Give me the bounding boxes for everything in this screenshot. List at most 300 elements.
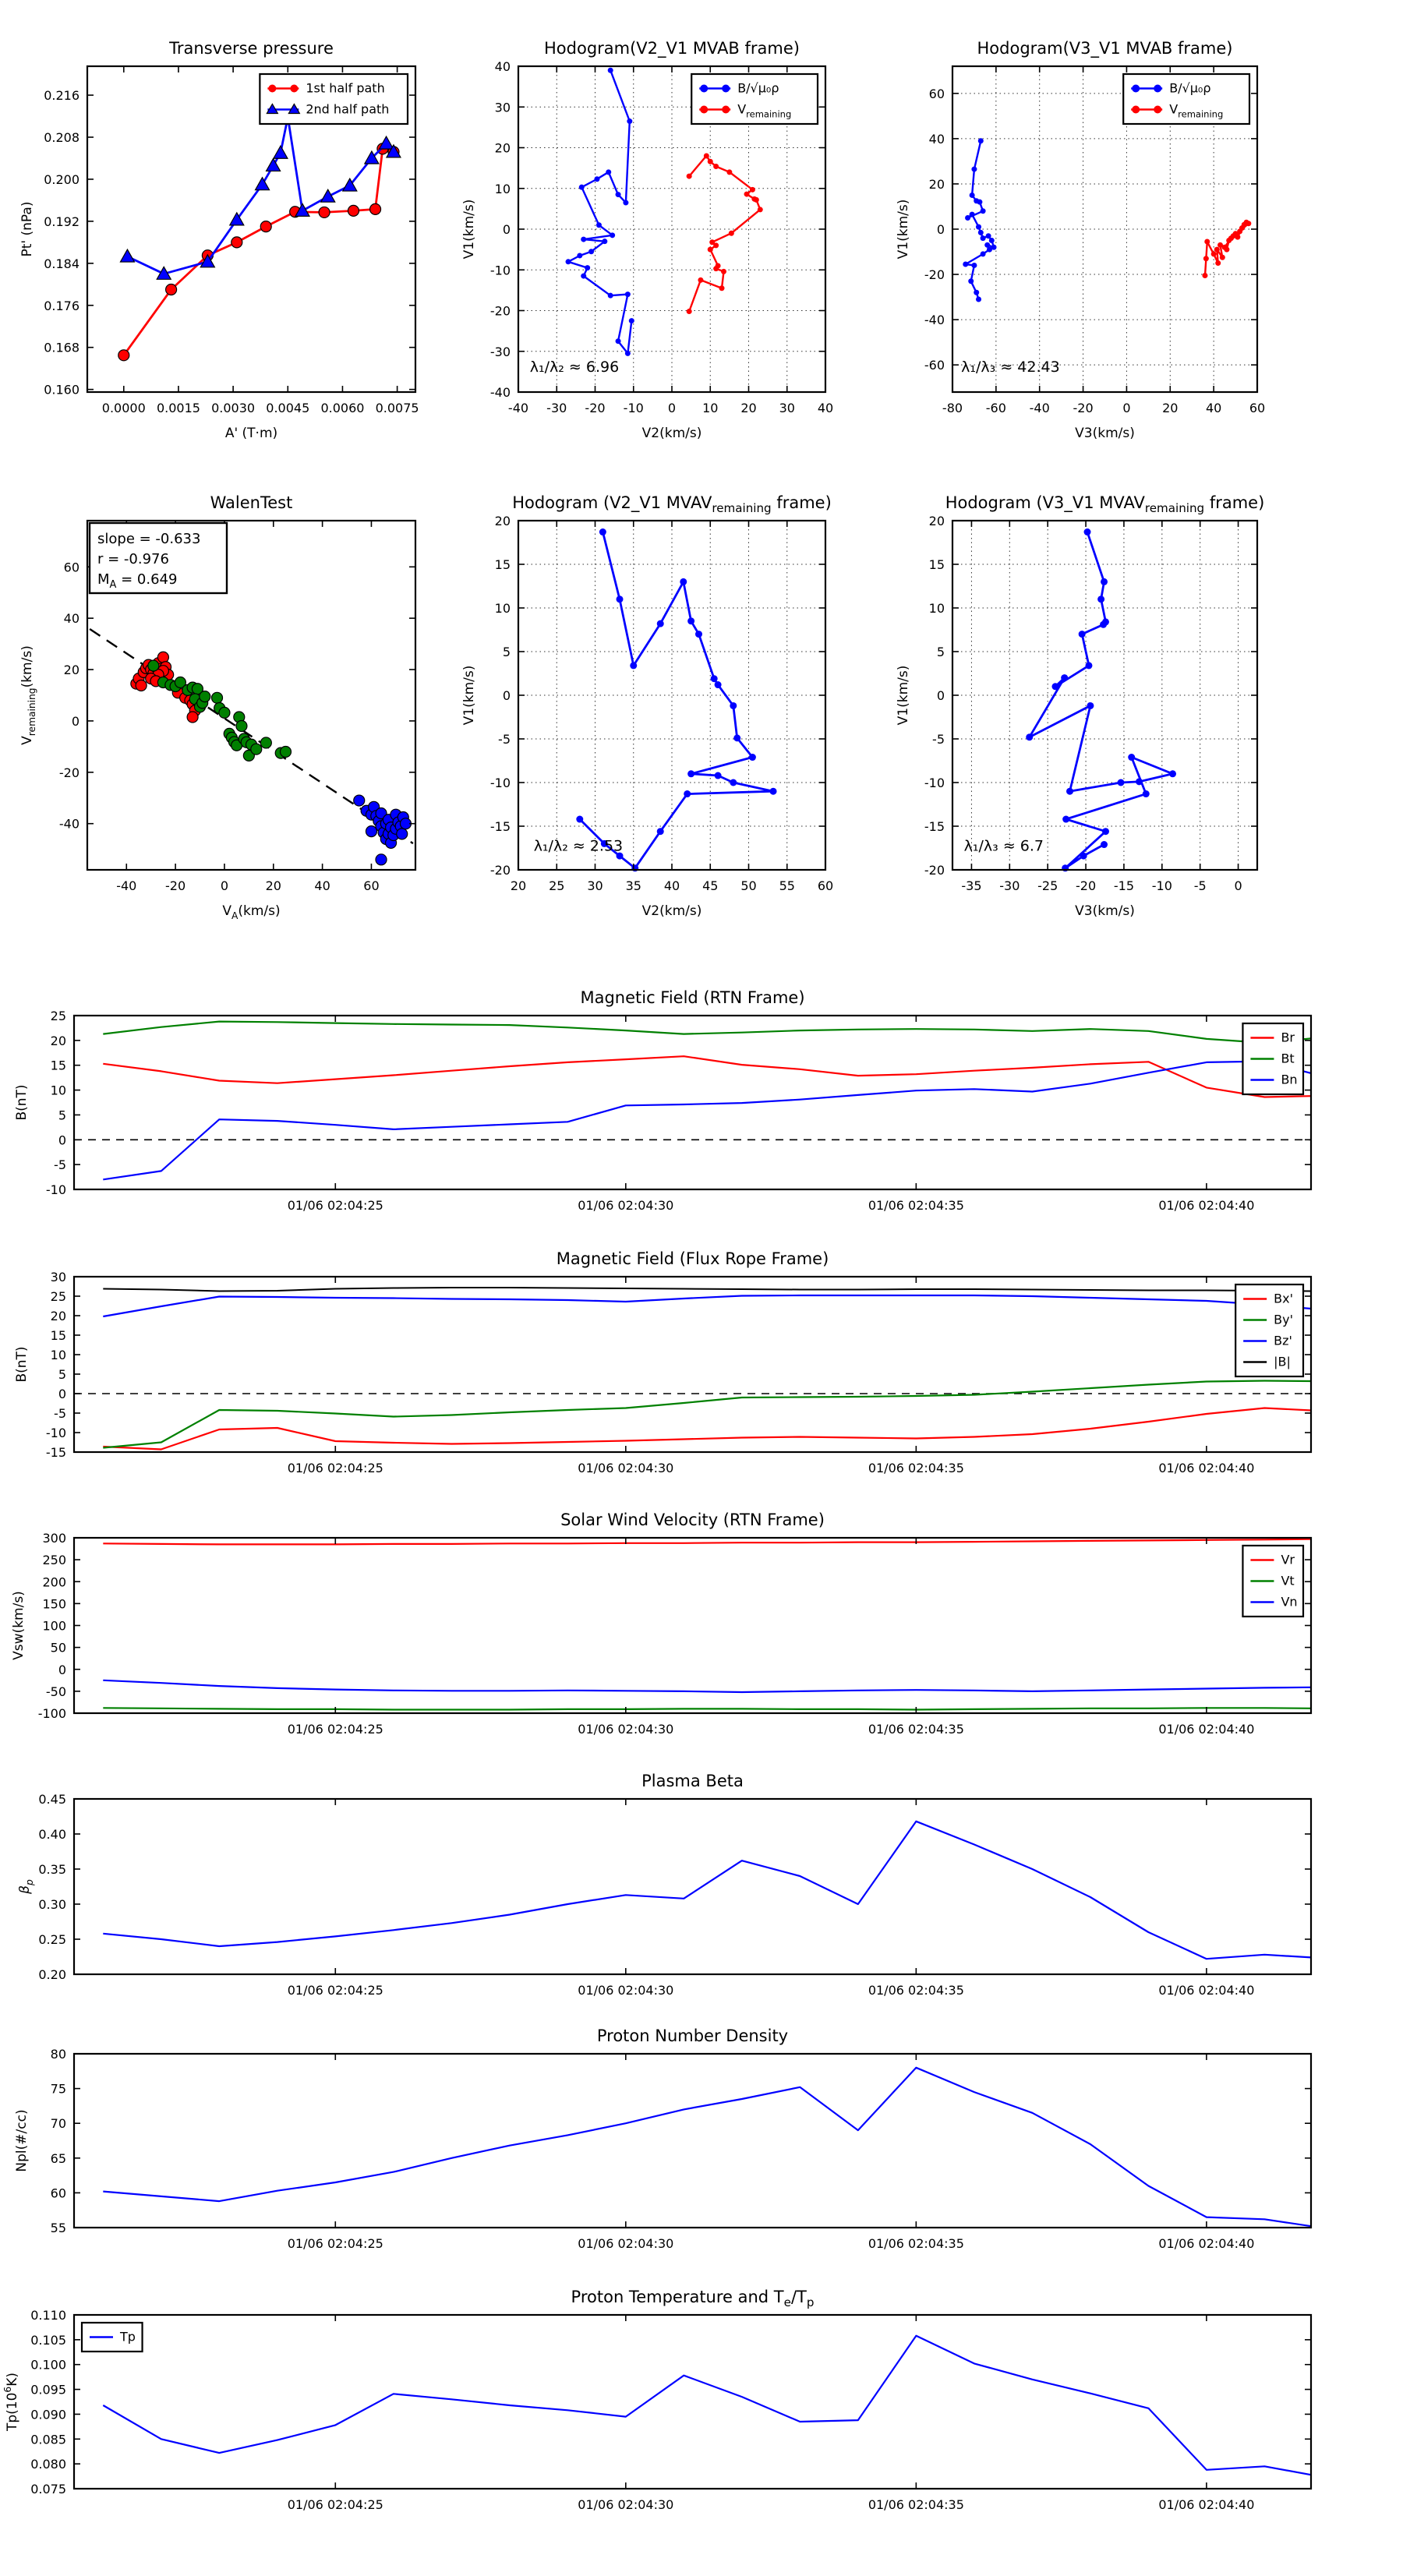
- y-tick-label: 0.075: [30, 2482, 66, 2496]
- y-tick-label: 0: [58, 1133, 66, 1148]
- circle-marker: [1128, 754, 1135, 761]
- circle-marker: [754, 197, 759, 203]
- circle-marker: [1228, 235, 1234, 241]
- y-tick-label: 30: [50, 1270, 66, 1284]
- x-tick-label: 30: [587, 878, 603, 893]
- y-axis-label: $V_{remaining}(km/s)$: [19, 645, 37, 745]
- circle-marker: [700, 85, 708, 93]
- x-tick-label: 01/06 02:04:40: [1158, 1461, 1255, 1475]
- hodogram-v2v1-mvab-plot: [461, 39, 833, 441]
- x-axis-label: V3(km/s): [1075, 903, 1135, 919]
- circle-marker: [1246, 221, 1251, 226]
- x-tick-label: -30: [546, 401, 567, 415]
- legend-label: Bz': [1274, 1333, 1292, 1348]
- circle-marker: [376, 854, 387, 865]
- legend-label: $V_{remaining}$: [737, 101, 792, 120]
- x-axis-label: $V_A(km/s)$: [222, 903, 281, 921]
- legend-label: Br: [1281, 1030, 1295, 1045]
- legend-label: Vr: [1281, 1552, 1295, 1567]
- axes-frame: [74, 1799, 1311, 1974]
- circle-marker: [977, 200, 982, 205]
- circle-marker: [577, 253, 582, 258]
- circle-marker: [986, 233, 991, 239]
- x-tick-label: 01/06 02:04:35: [868, 1198, 964, 1213]
- series-Bz': [103, 1295, 1311, 1316]
- x-tick-label: -25: [1037, 878, 1058, 893]
- y-tick-label: -20: [489, 863, 511, 878]
- circle-marker: [978, 138, 984, 143]
- y-tick-label: 40: [494, 59, 511, 74]
- x-tick-label: -30: [999, 878, 1020, 893]
- circle-marker: [1100, 621, 1107, 628]
- y-axis-label: V1(km/s): [461, 199, 477, 260]
- y-tick-label: -10: [45, 1182, 66, 1197]
- circle-marker: [1101, 578, 1108, 585]
- circle-marker: [687, 309, 692, 314]
- legend-label: B/√μ₀ρ: [737, 80, 779, 96]
- x-tick-label: 0.0060: [320, 401, 365, 415]
- circle-marker: [719, 285, 725, 291]
- circle-marker: [1132, 106, 1140, 114]
- y-tick-label: 50: [50, 1640, 66, 1655]
- y-tick-label: -5: [498, 732, 511, 747]
- annotation: λ₁/λ₂ ≈ 2.53: [533, 837, 624, 855]
- circle-marker: [1066, 788, 1073, 795]
- x-tick-label: 60: [817, 878, 834, 893]
- circle-marker: [610, 232, 615, 238]
- circle-marker: [588, 249, 594, 254]
- circle-marker: [1118, 779, 1125, 786]
- y-tick-label: 70: [50, 2116, 66, 2132]
- circle-marker: [187, 712, 198, 723]
- y-tick-label: 0.105: [30, 2332, 66, 2348]
- x-tick-label: 01/06 02:04:30: [578, 2497, 674, 2512]
- circle-marker: [219, 707, 230, 718]
- y-tick-label: 0.30: [38, 1897, 66, 1912]
- x-tick-label: 30: [779, 401, 795, 415]
- circle-marker: [1085, 662, 1092, 669]
- circle-marker: [348, 205, 359, 216]
- y-tick-label: 0.110: [30, 2308, 66, 2323]
- legend-label: 1st half path: [306, 80, 385, 96]
- x-tick-label: 20: [265, 878, 281, 893]
- legend-label: B/√μ₀ρ: [1169, 80, 1211, 96]
- circle-marker: [608, 293, 613, 299]
- x-tick-label: 01/06 02:04:35: [868, 1983, 964, 1998]
- y-tick-label: 5: [58, 1108, 66, 1123]
- axes-frame: [952, 521, 1257, 870]
- y-tick-label: 0.168: [44, 340, 80, 355]
- y-tick-label: 0.40: [38, 1827, 66, 1842]
- circle-marker: [750, 187, 755, 193]
- series-B-hodogram: [966, 141, 994, 299]
- circle-marker: [1237, 228, 1242, 234]
- x-tick-label: 01/06 02:04:30: [578, 2236, 674, 2251]
- y-tick-label: 0: [936, 222, 945, 237]
- y-axis-label: Pt' (nPa): [19, 201, 35, 257]
- circle-marker: [268, 85, 276, 93]
- circle-marker: [157, 652, 168, 663]
- plot-title: Hodogram (V3_V1 $MVAV_{remaining}$ frame): [945, 493, 1265, 515]
- y-tick-label: 0.20: [38, 1967, 66, 1982]
- y-tick-label: 20: [494, 514, 511, 528]
- x-axis-label: A' (T·m): [224, 426, 278, 441]
- circle-marker: [630, 662, 637, 669]
- y-tick-label: 0.216: [44, 88, 80, 104]
- y-tick-label: 0: [502, 222, 511, 237]
- x-tick-label: 60: [1249, 401, 1266, 415]
- legend-label: Vt: [1281, 1573, 1295, 1588]
- circle-marker: [579, 185, 585, 190]
- circle-marker: [971, 263, 977, 268]
- y-tick-label: 20: [50, 1309, 66, 1323]
- x-tick-label: 0.0075: [375, 401, 419, 415]
- y-tick-label: 10: [494, 601, 511, 616]
- circle-marker: [581, 237, 586, 242]
- y-tick-label: 20: [50, 1033, 66, 1048]
- circle-marker: [976, 296, 981, 302]
- circle-marker: [1087, 702, 1094, 709]
- circle-marker: [981, 235, 986, 241]
- x-axis-label: V2(km/s): [641, 903, 702, 919]
- x-axis-label: V2(km/s): [641, 426, 702, 441]
- y-tick-label: 0: [58, 1387, 66, 1401]
- y-tick-label: 150: [42, 1596, 66, 1612]
- x-tick-label: -10: [623, 401, 644, 415]
- x-tick-label: 60: [363, 878, 380, 893]
- y-tick-label: 0.085: [30, 2432, 66, 2447]
- y-tick-label: 100: [42, 1618, 66, 1634]
- y-tick-label: 20: [928, 514, 945, 528]
- series-Bn: [103, 1062, 1311, 1180]
- y-tick-label: 40: [928, 131, 945, 147]
- legend-label: $V_{remaining}$: [1169, 101, 1224, 120]
- series-Bt: [103, 1022, 1311, 1043]
- circle-marker: [722, 106, 730, 114]
- circle-marker: [695, 631, 702, 638]
- x-tick-label: 40: [314, 878, 330, 893]
- y-tick-label: 0: [502, 688, 511, 703]
- x-tick-label: -60: [985, 401, 1006, 415]
- y-tick-label: 15: [50, 1058, 66, 1073]
- x-tick-label: 01/06 02:04:40: [1158, 2497, 1255, 2512]
- series-beta-p: [103, 1822, 1311, 1959]
- x-tick-label: 0.0030: [211, 401, 256, 415]
- circle-marker: [290, 85, 298, 93]
- series-Bx': [103, 1408, 1311, 1450]
- circle-marker: [1101, 841, 1108, 848]
- legend-label: 2nd half path: [306, 101, 390, 117]
- y-tick-label: 20: [63, 663, 80, 678]
- x-tick-label: 40: [817, 401, 834, 415]
- circle-marker: [758, 207, 763, 212]
- circle-marker: [708, 159, 713, 164]
- y-tick-label: 60: [928, 86, 945, 101]
- walen-test-plot: [19, 493, 415, 921]
- x-tick-label: -20: [1075, 878, 1097, 893]
- y-tick-label: -10: [489, 263, 511, 278]
- circle-marker: [1061, 674, 1068, 681]
- y-axis-label: $Tp(10^6K)$: [2, 2372, 20, 2432]
- annotation: λ₁/λ₃ ≈ 6.7: [963, 837, 1044, 855]
- circle-marker: [1214, 247, 1220, 253]
- circle-marker: [148, 660, 159, 671]
- y-tick-label: -5: [54, 1406, 66, 1421]
- circle-marker: [657, 620, 664, 627]
- x-tick-label: -20: [585, 401, 606, 415]
- y-tick-label: -5: [932, 732, 945, 747]
- circle-marker: [989, 238, 995, 243]
- legend-label: Bn: [1281, 1072, 1298, 1087]
- circle-marker: [744, 192, 750, 197]
- hodogram-v3v1-mvab-plot: [896, 39, 1265, 441]
- circle-marker: [1215, 260, 1221, 266]
- x-tick-label: 0: [667, 401, 677, 415]
- y-tick-label: 0.176: [44, 298, 80, 313]
- plot-title: Hodogram (V2_V1 $MVAV_{remaining}$ frame): [512, 493, 832, 515]
- circle-marker: [594, 176, 599, 182]
- circle-marker: [566, 259, 571, 264]
- x-tick-label: -20: [165, 878, 186, 893]
- circle-marker: [1211, 251, 1217, 256]
- x-tick-label: 01/06 02:04:35: [868, 1461, 964, 1475]
- y-tick-label: 10: [50, 1083, 66, 1098]
- circle-marker: [1080, 853, 1087, 860]
- series-Vr: [103, 1539, 1311, 1545]
- y-tick-label: -15: [924, 819, 945, 834]
- y-tick-label: 0.192: [44, 214, 80, 229]
- circle-marker: [623, 200, 628, 206]
- y-tick-label: 55: [50, 2221, 66, 2235]
- circle-marker: [166, 284, 177, 295]
- circle-marker: [1136, 778, 1143, 785]
- series-V-remaining-hodogram: [689, 156, 760, 312]
- circle-marker: [200, 691, 210, 702]
- y-tick-label: 20: [928, 176, 945, 192]
- y-tick-label: -50: [45, 1684, 66, 1699]
- circle-marker: [963, 261, 968, 267]
- magnetic-field-rtn-plot: [14, 988, 1311, 1213]
- circle-marker: [700, 106, 708, 114]
- circle-marker: [687, 617, 694, 624]
- y-tick-label: 0.208: [44, 130, 80, 146]
- x-tick-label: 20: [510, 878, 527, 893]
- circle-marker: [617, 595, 624, 602]
- y-tick-label: 30: [494, 100, 511, 115]
- legend-label: |B|: [1274, 1354, 1291, 1369]
- circle-marker: [680, 578, 687, 585]
- triangle-marker: [321, 189, 335, 202]
- legend-label: Vn: [1281, 1594, 1298, 1610]
- circle-marker: [1154, 106, 1161, 114]
- x-tick-label: -5: [1193, 878, 1207, 893]
- series-Tp: [103, 2336, 1311, 2475]
- y-tick-label: -5: [54, 1157, 66, 1173]
- x-tick-label: 01/06 02:04:25: [287, 2236, 383, 2251]
- circle-marker: [599, 528, 606, 535]
- x-tick-label: -80: [942, 401, 963, 415]
- proton-temperature-plot: [2, 2288, 1311, 2512]
- y-tick-label: 5: [502, 645, 511, 659]
- y-tick-label: 25: [50, 1289, 66, 1304]
- axes-frame: [74, 2054, 1311, 2228]
- circle-marker: [596, 222, 602, 228]
- y-tick-label: 250: [42, 1553, 66, 1568]
- circle-marker: [118, 350, 129, 361]
- x-tick-label: 01/06 02:04:40: [1158, 2236, 1255, 2251]
- circle-marker: [1097, 595, 1104, 602]
- circle-marker: [602, 239, 607, 244]
- circle-marker: [1026, 733, 1033, 740]
- series-2nd half path: [128, 117, 394, 274]
- y-tick-label: 0.45: [38, 1792, 66, 1807]
- y-axis-label: Npl(#/cc): [14, 2109, 30, 2172]
- y-tick-label: 300: [42, 1531, 66, 1546]
- y-tick-label: 0: [71, 713, 80, 729]
- y-tick-label: 5: [936, 645, 945, 659]
- y-tick-label: 0: [58, 1662, 66, 1677]
- plot-title: WalenTest: [210, 493, 293, 512]
- circle-marker: [687, 174, 692, 179]
- x-tick-label: 01/06 02:04:40: [1158, 1198, 1255, 1213]
- circle-marker: [970, 193, 975, 198]
- y-tick-label: 0: [936, 688, 945, 703]
- circle-marker: [280, 746, 291, 757]
- y-tick-label: 0.090: [30, 2407, 66, 2422]
- circle-marker: [722, 85, 730, 93]
- y-tick-label: 40: [63, 611, 80, 627]
- x-tick-label: -40: [116, 878, 137, 893]
- circle-marker: [971, 167, 977, 172]
- y-axis-label: V1(km/s): [461, 665, 477, 726]
- series-Vt: [103, 1708, 1311, 1709]
- circle-marker: [212, 692, 223, 703]
- y-tick-label: 0.095: [30, 2382, 66, 2398]
- circle-marker: [1154, 85, 1161, 93]
- plasma-beta-plot: [17, 1772, 1311, 1998]
- circle-marker: [713, 164, 719, 169]
- x-tick-label: 01/06 02:04:25: [287, 1983, 383, 1998]
- circle-marker: [627, 118, 632, 124]
- plot-title: Proton Number Density: [596, 2027, 789, 2045]
- transverse-pressure-plot: [19, 39, 419, 441]
- circle-marker: [1084, 528, 1091, 535]
- circle-marker: [713, 266, 719, 271]
- triangle-marker: [274, 146, 288, 158]
- x-tick-label: 01/06 02:04:25: [287, 2497, 383, 2512]
- circle-marker: [708, 247, 713, 253]
- circle-marker: [687, 770, 694, 777]
- y-tick-label: 0.25: [38, 1932, 66, 1947]
- x-tick-label: 0: [1234, 878, 1242, 893]
- stats-line: r = -0.976: [97, 551, 169, 567]
- y-tick-label: -30: [489, 344, 511, 359]
- circle-marker: [260, 221, 271, 232]
- series-Vn: [103, 1680, 1311, 1692]
- y-axis-label: $\beta_p$: [17, 1879, 35, 1894]
- x-tick-label: -15: [1113, 878, 1135, 893]
- circle-marker: [625, 292, 631, 297]
- y-tick-label: 15: [928, 557, 945, 572]
- x-tick-label: 01/06 02:04:25: [287, 1722, 383, 1737]
- y-tick-label: 15: [50, 1328, 66, 1343]
- y-tick-label: 80: [50, 2047, 66, 2062]
- legend-label: Bt: [1281, 1051, 1295, 1066]
- circle-marker: [976, 224, 981, 230]
- y-tick-label: 10: [494, 181, 511, 196]
- circle-marker: [684, 790, 691, 797]
- series-Npl: [103, 2068, 1311, 2226]
- circle-marker: [370, 203, 381, 214]
- y-tick-label: -10: [45, 1426, 66, 1440]
- y-tick-label: -60: [924, 358, 945, 373]
- circle-marker: [1079, 631, 1086, 638]
- stats-line: slope = -0.633: [97, 531, 201, 547]
- plot-title: Hodogram(V3_V1 MVAB frame): [977, 39, 1233, 58]
- y-tick-label: 0.100: [30, 2357, 66, 2373]
- circle-marker: [1169, 770, 1176, 777]
- y-tick-label: 200: [42, 1574, 66, 1590]
- y-tick-label: 5: [58, 1367, 66, 1382]
- circle-marker: [136, 680, 147, 691]
- triangle-marker: [380, 136, 394, 149]
- triangle-marker: [267, 158, 281, 171]
- x-tick-label: 20: [740, 401, 757, 415]
- circle-marker: [1220, 255, 1225, 260]
- x-tick-label: 01/06 02:04:40: [1158, 1983, 1255, 1998]
- circle-marker: [581, 274, 586, 279]
- circle-marker: [629, 318, 634, 323]
- circle-marker: [585, 265, 590, 270]
- circle-marker: [1062, 816, 1069, 823]
- x-tick-label: 0: [220, 878, 229, 893]
- circle-marker: [260, 737, 271, 748]
- circle-marker: [981, 208, 986, 214]
- y-tick-label: 20: [494, 140, 511, 156]
- y-tick-label: 0.160: [44, 382, 80, 398]
- circle-marker: [1143, 790, 1150, 797]
- solar-wind-velocity-plot: [11, 1511, 1311, 1737]
- y-tick-label: 65: [50, 2150, 66, 2166]
- x-tick-label: 0.0045: [266, 401, 310, 415]
- hodogram-v2v1-mvav-plot: [461, 493, 833, 919]
- y-tick-label: -20: [58, 765, 80, 780]
- circle-marker: [978, 230, 984, 235]
- y-tick-label: 60: [63, 560, 80, 575]
- circle-marker: [726, 169, 732, 175]
- circle-marker: [231, 237, 242, 248]
- x-tick-label: 01/06 02:04:30: [578, 1461, 674, 1475]
- y-tick-label: -15: [489, 819, 511, 834]
- x-tick-label: 01/06 02:04:30: [578, 1983, 674, 1998]
- y-axis-label: B(nT): [14, 1084, 30, 1121]
- x-tick-label: 40: [1205, 401, 1222, 415]
- x-tick-label: 35: [625, 878, 641, 893]
- x-tick-label: 01/06 02:04:30: [578, 1198, 674, 1213]
- circle-marker: [1203, 256, 1209, 261]
- x-axis-label: V3(km/s): [1075, 426, 1135, 441]
- circle-marker: [711, 675, 718, 682]
- y-axis-label: B(nT): [14, 1346, 30, 1383]
- circle-marker: [319, 207, 330, 217]
- legend-label: By': [1274, 1312, 1294, 1327]
- series-|B|: [103, 1288, 1311, 1292]
- plot-title: Magnetic Field (RTN Frame): [580, 988, 805, 1007]
- circle-marker: [1222, 245, 1228, 250]
- y-tick-label: -100: [37, 1706, 66, 1721]
- plot-title: Solar Wind Velocity (RTN Frame): [560, 1511, 825, 1529]
- x-tick-label: -20: [1073, 401, 1094, 415]
